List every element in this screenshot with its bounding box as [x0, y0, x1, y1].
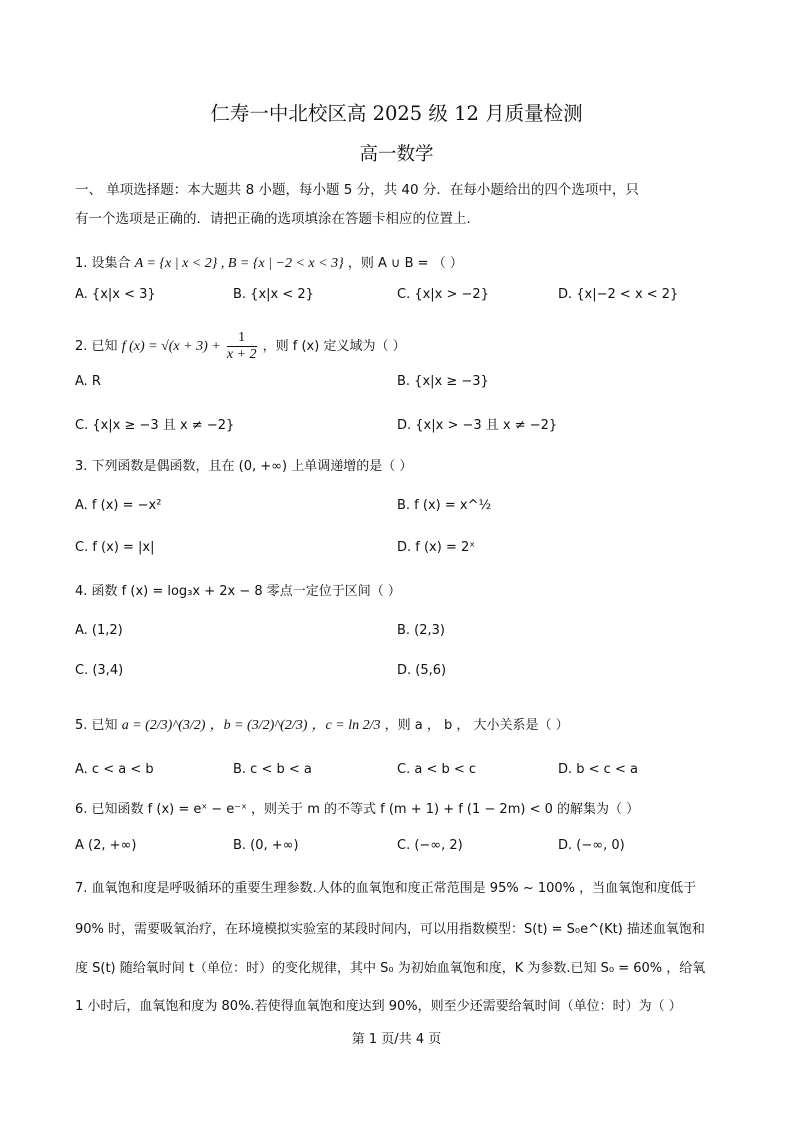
page-footer: 第 1 页/共 4 页 — [351, 1032, 442, 1047]
q3-option-c: C. f (x) = |x| — [75, 540, 155, 555]
question-2-stem — [75, 330, 406, 363]
q2-frac-num: 1 — [227, 330, 257, 347]
section-instructions-line1: 一、 单项选择题：本大题共 8 小题，每小题 5 分，共 40 分．在每小题给出的四个选项中，只 — [75, 182, 639, 198]
q1-option-a: A. {x|x < 3} — [75, 287, 156, 302]
q1-option-c: C. {x|x > −2} — [397, 287, 489, 302]
q2-option-b: B. {x|x ≥ −3} — [397, 374, 489, 389]
q6-option-a: A (2, +∞) — [75, 838, 137, 853]
q3-option-b: B. f (x) = x^½ — [397, 498, 492, 513]
q5-option-d: D. b < c < a — [558, 762, 638, 777]
q6-option-c: C. (−∞, 2) — [397, 838, 463, 853]
q6-option-d: D. (−∞, 0) — [558, 838, 625, 853]
q3-option-d: D. f (x) = 2ˣ — [397, 540, 476, 555]
q4-option-b: B. (2,3) — [397, 623, 446, 638]
q4-option-a: A. (1,2) — [75, 623, 123, 638]
q1-option-b: B. {x|x < 2} — [233, 287, 314, 302]
q5-prefix: 5. 已知 — [75, 718, 118, 733]
q4-option-c: C. (3,4) — [75, 663, 124, 678]
question-7-line4: 1 小时后，血氧饱和度为 80%.若使得血氧饱和度达到 90%，则至少还需要给氧时间（单位：时）为（ ） — [75, 999, 682, 1014]
section-instructions-line2: 有一个选项是正确的．请把正确的选项填涂在答题卡相应的位置上． — [75, 211, 480, 227]
q1-math: A = {x | x < 2} , B = {x | −2 < x < 3} — [134, 256, 344, 271]
q2-fraction — [227, 330, 257, 363]
q6-option-b: B. (0, +∞) — [233, 838, 299, 853]
question-7-line1: 7. 血氧饱和度是呼吸循环的重要生理参数.人体的血氧饱和度正常范围是 95% ~ 100% ，当血氧饱和度低于 — [75, 881, 697, 896]
q2-option-d: D. {x|x > −3 且 x ≠ −2} — [397, 418, 558, 433]
question-7-line2: 90% 时，需要吸氧治疗，在环境模拟实验室的某段时间内，可以用指数模型：S(t) = S₀e^(Kt) 描述血氧饱和 — [75, 922, 705, 937]
question-3-stem: 3. 下列函数是偶函数，且在 (0, +∞) 上单调递增的是（ ） — [75, 459, 413, 474]
page-title: 仁寿一中北校区高 2025 级 12 月质量检测 — [210, 102, 583, 125]
page-subtitle: 高一数学 — [359, 144, 434, 165]
q5-option-b: B. c < b < a — [233, 762, 312, 777]
q2-math: f (x) = √(x + 3) + — [121, 339, 221, 354]
q2-prefix: 2. 已知 — [75, 339, 118, 354]
q5-option-c: C. a < b < c — [397, 762, 477, 777]
q2-suffix: ，则 f (x) 定义域为（ ） — [262, 339, 406, 354]
question-1-stem — [75, 252, 463, 272]
q5-a: a = (2/3)^(3/2) — [121, 718, 206, 733]
q1-suffix: ，则 A ∪ B = （ ） — [347, 256, 463, 271]
q1-prefix: 1. 设集合 — [75, 256, 131, 271]
question-4-stem: 4. 函数 f (x) = log₃x + 2x − 8 零点一定位于区间（ ） — [75, 584, 401, 599]
q4-option-d: D. (5,6) — [397, 663, 447, 678]
q5-option-a: A. c < a < b — [75, 762, 154, 777]
q5-c: ，c = ln 2/3 — [311, 718, 381, 733]
question-7-line3: 度 S(t) 随给氧时间 t（单位：时）的变化规律，其中 S₀ 为初始血氧饱和度，K 为参数.已知 S₀ = 60% ，给氧 — [75, 961, 706, 976]
q1-option-d: D. {x|−2 < x < 2} — [558, 287, 679, 302]
q2-option-c: C. {x|x ≥ −3 且 x ≠ −2} — [75, 418, 235, 433]
question-6-stem: 6. 已知函数 f (x) = eˣ − e⁻ˣ ，则关于 m 的不等式 f (m + 1) + f (1 − 2m) < 0 的解集为（ ） — [75, 802, 640, 817]
q2-option-a: A. R — [75, 374, 101, 389]
q2-frac-den: x + 2 — [226, 347, 257, 362]
q3-option-a: A. f (x) = −x² — [75, 498, 162, 513]
q5-suffix: ，则 a ， b ， 大小关系是（ ） — [384, 718, 569, 733]
question-5-stem — [75, 714, 569, 734]
q5-b: ，b = (3/2)^(2/3) — [209, 718, 308, 733]
